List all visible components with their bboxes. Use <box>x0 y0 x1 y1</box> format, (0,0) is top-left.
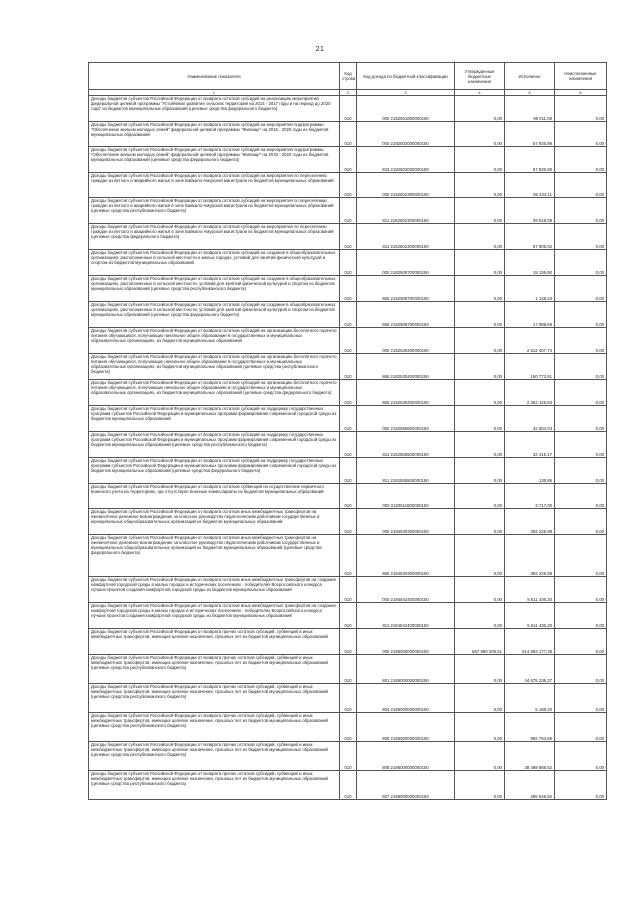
row-unexecuted: 0,00 <box>555 432 607 458</box>
row-unexecuted: 0,00 <box>555 458 607 484</box>
row-unexecuted: 0,00 <box>555 302 607 328</box>
row-budget-code: 000 2182502000000150 <box>357 122 455 147</box>
row-name: Доходы бюджетов субъектов Российской Федерации от возврата прочих остатков субсидий, субвенций и иных межбюджетных трансфертов, имеющих целевое назначение, прошлых лет из бюджетов муниципальных образований (целевые средства республиканского бюджета) <box>89 771 340 800</box>
row-line-code: 010 <box>340 771 357 800</box>
row-name: Доходы бюджетов субъектов Российской Федерации от возврата прочих остатков субсидий, субвенций и иных межбюджетных трансфертов, имеющих целевое назначение, прошлых лет из бюджетов муниципальных образований (целевые средства республиканского бюджета) <box>89 742 340 771</box>
row-executed: 5 188,20 <box>505 684 555 713</box>
table-row <box>89 603 607 629</box>
row-budget-code: 866 2182530400000150 <box>357 380 455 406</box>
row-approved: 0,00 <box>455 432 505 458</box>
budget-report-table <box>88 62 607 800</box>
row-unexecuted: 0,00 <box>555 629 607 655</box>
row-name: Доходы бюджетов субъектов Российской Федерации от возврата остатков субсидий на мероприятия подпрограммы "Обеспечение жильем молодых семей" федеральной целевой программы "Жилище" на 2015 - 2020 годы из бюджетов муниципальных образований (целевые средства федерального бюджета) <box>89 147 340 173</box>
row-unexecuted: 0,00 <box>555 603 607 629</box>
table-row <box>89 224 607 250</box>
row-name: Доходы бюджетов субъектов Российской Федерации от возврата остатков субсидий на реализацию мероприятий федеральной целевой программы "Устойчивое развитие сельских территорий на 2014 - 2017 годы и на период до 2020 года" из бюджетов муниципальных образований (целевые средства федерального бюджета) <box>89 96 340 122</box>
row-unexecuted: 0,00 <box>555 509 607 535</box>
row-approved: 0,00 <box>455 603 505 629</box>
row-name: Доходы бюджетов субъектов Российской Федерации от возврата остатков субсидий на создание в общеобразовательных организациях, расположенных в сельской местности и малых городах, условий для занятий физической культурой и спортом из бюджетов муниципальных образований <box>89 250 340 276</box>
row-unexecuted: 0,00 <box>555 484 607 509</box>
row-unexecuted: 0,00 <box>555 328 607 354</box>
row-executed: 892 794,68 <box>505 713 555 742</box>
row-executed: 2 362 125,83 <box>505 380 555 406</box>
row-name: Доходы бюджетов субъектов Российской Федерации от возврата остатков субсидий на организацию бесплатного горячего питания обучающихся, получающих начальное общее образование в государственных и муниципальных образовательных организациях, из бюджетов муниципальных образований (целевые средства республиканского бюджета) <box>89 354 340 380</box>
header-unexecuted: Неисполненные назначения <box>555 63 607 90</box>
row-line-code: 010 <box>340 509 357 535</box>
row-line-code: 010 <box>340 328 357 354</box>
row-line-code: 010 <box>340 122 357 147</box>
row-approved: 0,00 <box>455 354 505 380</box>
row-approved: 0,00 <box>455 147 505 173</box>
row-name: Доходы бюджетов субъектов Российской Федерации от возврата остатков иных межбюджетных трансфертов на создание комфортной городской среды в малых городах и исторических поселениях - победителях Всероссийского конкурса лучших проектов создания комфортной городской среды из бюджетов муниципальных образований <box>89 603 340 629</box>
column-index: 4 <box>455 90 505 96</box>
row-executed: 44 675 236,37 <box>505 655 555 684</box>
row-unexecuted: 0,00 <box>555 198 607 224</box>
row-budget-code: 866 2182530400000150 <box>357 354 455 380</box>
row-executed: 57 926,89 <box>505 122 555 147</box>
table-row <box>89 302 607 328</box>
header-name: Наименование показателя <box>89 63 340 90</box>
row-line-code: 010 <box>340 684 357 713</box>
row-unexecuted: 0,00 <box>555 147 607 173</box>
row-budget-code: 811 2182502300000150 <box>357 224 455 250</box>
row-line-code: 010 <box>340 484 357 509</box>
row-executed: 19 136,92 <box>505 250 555 276</box>
row-unexecuted: 0,00 <box>555 713 607 742</box>
row-unexecuted: 0,00 <box>555 173 607 198</box>
row-approved: 0,00 <box>455 380 505 406</box>
row-budget-code: 000 2183511800000150 <box>357 484 455 509</box>
row-line-code: 010 <box>340 250 357 276</box>
row-line-code: 010 <box>340 173 357 198</box>
row-name: Доходы бюджетов субъектов Российской Федерации от возврата остатков субсидий на мероприятия по переселению граждан из ветхого и аварийного жилья в зоне Байкало-Амурской магистрали из бюджетов муниципальных образований (целевые средства республиканского бюджета) <box>89 198 340 224</box>
table-row <box>89 122 607 147</box>
table-row <box>89 96 607 122</box>
row-budget-code: 000 2182509700000150 <box>357 250 455 276</box>
table-row <box>89 406 607 432</box>
header-approved: Утвержденные бюджетные назначения <box>455 63 505 90</box>
table-row <box>89 577 607 603</box>
row-line-code: 010 <box>340 432 357 458</box>
table-row <box>89 354 607 380</box>
table-row <box>89 684 607 713</box>
row-unexecuted: 0,00 <box>555 380 607 406</box>
table-row <box>89 713 607 742</box>
row-approved: 0,00 <box>455 276 505 302</box>
table-row <box>89 147 607 173</box>
row-budget-code: 811 2184542400000150 <box>357 603 455 629</box>
row-name: Доходы бюджетов субъектов Российской Федерации от возврата остатков субсидий на поддержку государственных программ субъектов Российской Федерации и муниципальных программ формирования современной городской среды из бюджетов муниципальных образований <box>89 406 340 432</box>
row-approved: 0,00 <box>455 655 505 684</box>
row-approved: 0,00 <box>455 302 505 328</box>
row-approved: 0,00 <box>455 198 505 224</box>
row-unexecuted: 0,00 <box>555 250 607 276</box>
row-approved: 0,00 <box>455 250 505 276</box>
table-row <box>89 250 607 276</box>
row-executed: 295 648,92 <box>505 771 555 800</box>
row-unexecuted: 0,00 <box>555 406 607 432</box>
row-executed: 3 717,00 <box>505 484 555 509</box>
row-approved: 0,00 <box>455 122 505 147</box>
row-executed: 150 773,91 <box>505 354 555 380</box>
column-index: 3 <box>357 90 455 96</box>
row-name: Доходы бюджетов субъектов Российской Федерации от возврата прочих остатков субсидий, субвенций и иных межбюджетных трансфертов, имеющих целевое назначение, прошлых лет из бюджетов муниципальных образований (целевые средства республиканского бюджета) <box>89 655 340 684</box>
row-approved: 0,00 <box>455 406 505 432</box>
row-unexecuted: 0,00 <box>555 535 607 577</box>
table-row <box>89 380 607 406</box>
column-index: 2 <box>340 90 357 96</box>
row-line-code: 010 <box>340 742 357 771</box>
row-name: Доходы бюджетов субъектов Российской Федерации от возврата остатков иных межбюджетных трансфертов на ежемесячное денежное вознаграждение за классное руководство педагогическим работникам государственных и муниципальных общеобразовательных организаций из бюджетов муниципальных образований (целевые средства федерального бюджета) <box>89 535 340 577</box>
row-unexecuted: 0,00 <box>555 122 607 147</box>
row-executed: 57 926,89 <box>505 147 555 173</box>
row-approved: 0,00 <box>455 484 505 509</box>
table-row <box>89 328 607 354</box>
row-name: Доходы бюджетов субъектов Российской Федерации от возврата прочих остатков субсидий, субвенций и иных межбюджетных трансфертов, имеющих целевое назначение, прошлых лет из бюджетов муниципальных образований (целевые средства республиканского бюджета) <box>89 713 340 742</box>
row-executed: 92 424,11 <box>505 173 555 198</box>
row-line-code: 010 <box>340 224 357 250</box>
row-line-code: 010 <box>340 535 357 577</box>
table-row <box>89 509 607 535</box>
header-executed: Исполнено <box>505 63 555 90</box>
row-budget-code: 000 2184530300000150 <box>357 509 455 535</box>
row-approved: 0,00 <box>455 713 505 742</box>
table-row <box>89 432 607 458</box>
row-approved: 0,00 <box>455 535 505 577</box>
table-row <box>89 173 607 198</box>
header-row <box>89 63 607 90</box>
row-unexecuted: 0,00 <box>555 96 607 122</box>
row-executed: 5 611 436,20 <box>505 577 555 603</box>
row-executed: 38 489 888,52 <box>505 742 555 771</box>
row-approved: 0,00 <box>455 577 505 603</box>
row-budget-code: 866 2182509700000150 <box>357 302 455 328</box>
row-budget-code: 811 2182502300000150 <box>357 198 455 224</box>
row-executed: 392 225,98 <box>505 509 555 535</box>
row-line-code: 010 <box>340 577 357 603</box>
row-approved: 0,00 <box>455 742 505 771</box>
row-approved: 567 890 205,51 <box>455 629 505 655</box>
row-budget-code: 807 2186000000000150 <box>357 771 455 800</box>
row-line-code: 010 <box>340 276 357 302</box>
row-budget-code: 000 2182555500000150 <box>357 406 455 432</box>
row-budget-code: 806 2186000000000150 <box>357 713 455 742</box>
header-budget-code: Код дохода по бюджетной классификации <box>357 63 455 90</box>
table-row <box>89 198 607 224</box>
row-budget-code: 000 2182502300000150 <box>357 173 455 198</box>
row-name: Доходы бюджетов субъектов Российской Федерации от возврата остатков субвенций на осуществление первичного воинского учета на территориях, где отсутствуют военные комиссариаты из бюджетов муниципальных образований <box>89 484 340 509</box>
row-line-code: 010 <box>340 713 357 742</box>
table-row <box>89 276 607 302</box>
row-executed: 138,86 <box>505 458 555 484</box>
row-unexecuted: 0,00 <box>555 742 607 771</box>
row-approved: 0,00 <box>455 96 505 122</box>
row-name: Доходы бюджетов субъектов Российской Федерации от возврата прочих остатков субсидий, субвенций и иных межбюджетных трансфертов, имеющих целевое назначение, прошлых лет из бюджетов муниципальных образований <box>89 629 340 655</box>
row-name: Доходы бюджетов субъектов Российской Федерации от возврата остатков иных межбюджетных трансфертов на ежемесячное денежное вознаграждение за классное руководство педагогическим работникам государственных и муниципальных общеобразовательных организаций из бюджетов муниципальных образований <box>89 509 340 535</box>
row-approved: 0,00 <box>455 771 505 800</box>
row-executed: 2 512 407,74 <box>505 328 555 354</box>
row-name: Доходы бюджетов субъектов Российской Федерации от возврата остатков субсидий на мероприятия по переселению граждан из ветхого и аварийного жилья в зоне Байкало-Амурской магистрали из бюджетов муниципальных образований <box>89 173 340 198</box>
row-name: Доходы бюджетов субъектов Российской Федерации от возврата остатков субсидий на организацию бесплатного горячего питания обучающихся, получающих начальное общее образование в государственных и муниципальных образовательных организациях, из бюджетов муниципальных образований <box>89 328 340 354</box>
row-budget-code: 000 2182530400000150 <box>357 328 455 354</box>
row-executed: 39 519,09 <box>505 198 555 224</box>
row-approved: 0,00 <box>455 173 505 198</box>
row-unexecuted: 0,00 <box>555 655 607 684</box>
header-line-code: Код строки <box>340 63 357 90</box>
row-name: Доходы бюджетов субъектов Российской Федерации от возврата остатков субсидий на поддержку государственных программ субъектов Российской Федерации и муниципальных программ формирования современной городской среды из бюджетов муниципальных образований (целевые средства федерального бюджета) <box>89 458 340 484</box>
row-line-code: 010 <box>340 655 357 684</box>
row-approved: 0,00 <box>455 684 505 713</box>
row-name: Доходы бюджетов субъектов Российской Федерации от возврата прочих остатков субсидий, субвенций и иных межбюджетных трансфертов, имеющих целевое назначение, прошлых лет из бюджетов муниципальных образований (целевые средства республиканского бюджета) <box>89 684 340 713</box>
row-executed: 17 988,69 <box>505 302 555 328</box>
row-budget-code: 811 2182555500000150 <box>357 458 455 484</box>
page-number: 21 <box>315 46 325 53</box>
column-index: 1 <box>89 90 340 96</box>
row-executed: 32 554,03 <box>505 406 555 432</box>
table-row <box>89 484 607 509</box>
row-approved: 0,00 <box>455 224 505 250</box>
row-line-code: 010 <box>340 354 357 380</box>
row-approved: 0,00 <box>455 328 505 354</box>
row-name: Доходы бюджетов субъектов Российской Федерации от возврата остатков субсидий на мероприятия подпрограммы "Обеспечение жильем молодых семей" федеральной целевой программы "Жилище" на 2015 - 2020 годы из бюджетов муниципальных образований <box>89 122 340 147</box>
row-name: Доходы бюджетов субъектов Российской Федерации от возврата остатков субсидий на поддержку государственных программ субъектов Российской Федерации и муниципальных программ формирования современной городской среды из бюджетов муниципальных образований (целевые средства республиканского бюджета) <box>89 432 340 458</box>
row-budget-code: 801 2186000000000150 <box>357 655 455 684</box>
row-unexecuted: 0,00 <box>555 577 607 603</box>
row-unexecuted: 0,00 <box>555 354 607 380</box>
column-index: 5 <box>505 90 555 96</box>
row-budget-code: 811 2182555500000150 <box>357 432 455 458</box>
row-unexecuted: 0,00 <box>555 771 607 800</box>
row-approved: 0,00 <box>455 509 505 535</box>
table-row <box>89 742 607 771</box>
table-body <box>89 96 607 800</box>
row-line-code: 010 <box>340 603 357 629</box>
row-line-code: 010 <box>340 406 357 432</box>
row-budget-code: 866 2182509700000150 <box>357 276 455 302</box>
table-row <box>89 771 607 800</box>
row-name: Доходы бюджетов субъектов Российской Федерации от возврата остатков субсидий на мероприятия по переселению граждан из ветхого и аварийного жилья в зоне Байкало-Амурской магистрали из бюджетов муниципальных образований (целевые средства федерального бюджета) <box>89 224 340 250</box>
row-budget-code: 843 2182502000000150 <box>357 147 455 173</box>
row-unexecuted: 0,00 <box>555 224 607 250</box>
row-line-code: 010 <box>340 147 357 173</box>
row-line-code: 010 <box>340 629 357 655</box>
row-line-code: 010 <box>340 380 357 406</box>
row-budget-code: 000 2184542400000150 <box>357 577 455 603</box>
row-line-code: 010 <box>340 96 357 122</box>
row-line-code: 010 <box>340 198 357 224</box>
row-approved: 0,00 <box>455 458 505 484</box>
row-budget-code: 866 2184530300000150 <box>357 535 455 577</box>
row-budget-code: 000 2186000000000150 <box>357 629 455 655</box>
row-executed: 392 225,98 <box>505 535 555 577</box>
column-index: 6 <box>555 90 607 96</box>
row-budget-code: 000 2182501800000150 <box>357 96 455 122</box>
table-row <box>89 535 607 577</box>
row-unexecuted: 0,00 <box>555 684 607 713</box>
row-name: Доходы бюджетов субъектов Российской Федерации от возврата остатков субсидий на создание в общеобразовательных организациях, расположенных в сельской местности, условий для занятий физической культурой и спортом из бюджетов муниципальных образований (целевые средства республиканского бюджета) <box>89 276 340 302</box>
row-unexecuted: 0,00 <box>555 276 607 302</box>
table-row <box>89 655 607 684</box>
row-name: Доходы бюджетов субъектов Российской Федерации от возврата остатков субсидий на создание в общеобразовательных организациях, расположенных в сельской местности, условий для занятий физической культурой и спортом из бюджетов муниципальных образований (целевые средства федерального бюджета) <box>89 302 340 328</box>
row-budget-code: 804 2186000000000150 <box>357 684 455 713</box>
row-executed: 57 905,02 <box>505 224 555 250</box>
table-row <box>89 458 607 484</box>
row-executed: 5 611 436,20 <box>505 603 555 629</box>
row-executed: 32 415,17 <box>505 432 555 458</box>
row-executed: 99 011,08 <box>505 96 555 122</box>
table-row <box>89 629 607 655</box>
row-executed: 1 148,23 <box>505 276 555 302</box>
row-name: Доходы бюджетов субъектов Российской Федерации от возврата остатков субсидий на организацию бесплатного горячего питания обучающихся, получающих начальное общее образование в государственных и муниципальных образовательных организациях, из бюджетов муниципальных образований (целевые средства федерального бюджета) <box>89 380 340 406</box>
row-name: Доходы бюджетов субъектов Российской Федерации от возврата остатков иных межбюджетных трансфертов на создание комфортной городской среды в малых городах и исторических поселениях - победителях Всероссийского конкурса лучших проектов создания комфортной городской среды из бюджетов муниципальных образований <box>89 577 340 603</box>
row-budget-code: 808 2186000000000150 <box>357 742 455 771</box>
row-line-code: 010 <box>340 302 357 328</box>
row-line-code: 010 <box>340 458 357 484</box>
row-executed: 614 683 177,38 <box>505 629 555 655</box>
